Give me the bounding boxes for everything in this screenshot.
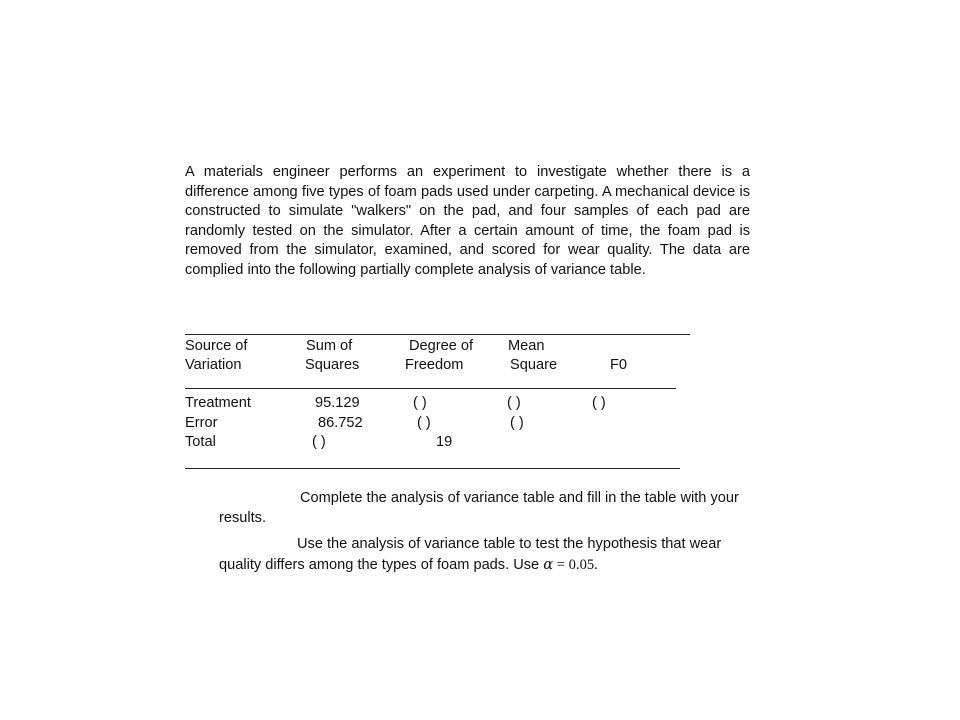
header-f0: F0 [610, 357, 628, 373]
alpha-symbol: α [543, 555, 554, 573]
row-total-source: Total [185, 434, 216, 450]
row-total-df: 19 [436, 434, 453, 450]
header-ss-line1: Sum of [306, 338, 353, 354]
row-total-ss: ( ) [312, 434, 326, 450]
row-error-ss: 86.752 [318, 415, 363, 431]
header-source-line1: Source of [185, 338, 248, 354]
header-ms-line1: Mean [508, 338, 545, 354]
header-ms-line2: Square [510, 357, 558, 373]
table-header-rule [185, 388, 676, 389]
alpha-value: = 0.05. [553, 556, 598, 573]
question-2 [219, 535, 750, 575]
row-treatment-df: ( ) [413, 395, 427, 411]
row-treatment-ss: 95.129 [315, 395, 360, 411]
problem-statement: A materials engineer performs an experiment to investigate whether there is a difference among five types of foam pads used under carpeting. A mechanical device is constructed to simulate "walkers" on the pad, and four samples of each pad are randomly tested on the simulator. After a certain amount of time, the foam pad is removed from the simulator, examined, and scored for wear quality. The data are complied into the following partially complete analysis of variance table. [185, 164, 750, 278]
row-error-ms: ( ) [510, 415, 524, 431]
row-treatment-f0: ( ) [592, 395, 606, 411]
row-treatment-ms: ( ) [507, 395, 521, 411]
row-error-source: Error [185, 415, 218, 431]
question-1: Complete the analysis of variance table and fill in the table with your results. [219, 490, 739, 526]
table-bottom-rule [185, 468, 680, 469]
header-ss-line2: Squares [305, 357, 360, 373]
row-treatment-source: Treatment [185, 395, 251, 411]
question-2-text: Use the analysis of variance table to test the hypothesis that wear quality differs among the types of foam pads. Use [219, 536, 722, 573]
table-top-rule [185, 334, 690, 335]
header-source-line2: Variation [185, 357, 242, 373]
header-df-line1: Degree of [409, 338, 474, 354]
header-df-line2: Freedom [405, 357, 464, 373]
row-error-df: ( ) [417, 415, 431, 431]
